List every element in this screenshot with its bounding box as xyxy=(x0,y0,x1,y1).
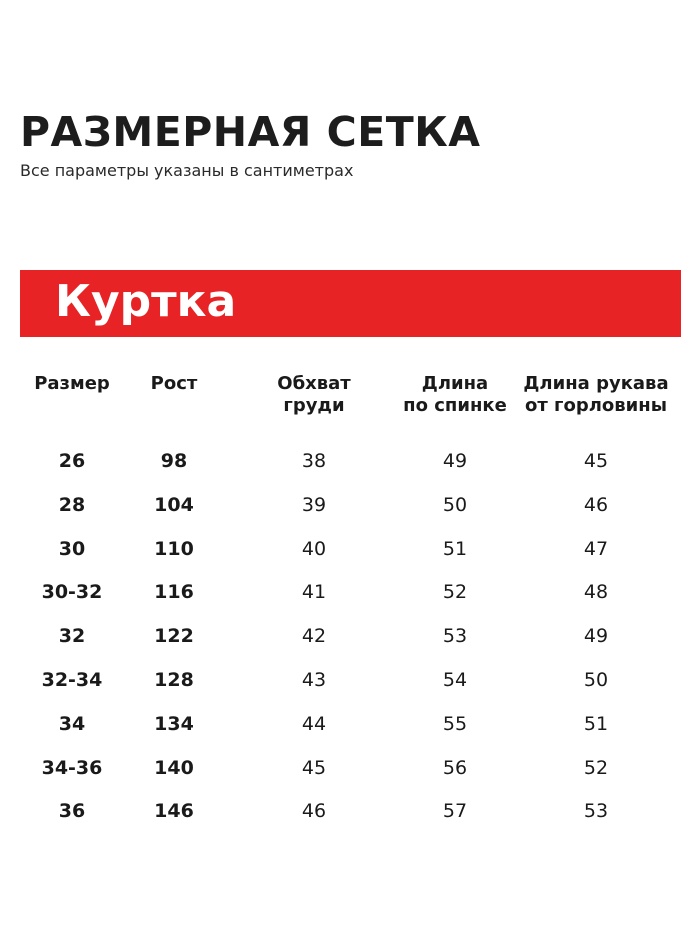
cell-height: 128 xyxy=(154,669,194,691)
cell-sleeve-length: 52 xyxy=(583,756,609,779)
cell-back-length: 54 xyxy=(442,669,468,691)
cell-size: 30-32 xyxy=(41,581,103,604)
cell-chest: 43 xyxy=(301,669,327,691)
cell-back-length: 53 xyxy=(442,625,468,648)
cell-height: 110 xyxy=(154,537,194,560)
cell-sleeve-length: 53 xyxy=(583,800,609,823)
page-title: РАЗМЕРНАЯ СЕТКА xyxy=(20,108,481,156)
cell-height: 98 xyxy=(160,450,188,472)
column-header-sleeve-length xyxy=(523,373,668,417)
column-header-back-length-line1: Длина xyxy=(421,373,489,394)
cell-chest: 46 xyxy=(301,800,327,823)
page-subtitle: Все параметры указаны в сантиметрах xyxy=(20,161,354,180)
cell-size: 28 xyxy=(58,493,86,516)
cell-chest: 38 xyxy=(301,450,327,472)
cell-back-length: 57 xyxy=(442,800,468,823)
cell-sleeve-length: 46 xyxy=(583,493,609,516)
column-header-height xyxy=(151,373,198,395)
cell-sleeve-length: 47 xyxy=(583,537,609,560)
cell-back-length: 51 xyxy=(442,537,468,560)
column-header-chest-line1: Обхват xyxy=(277,373,351,394)
cell-height: 104 xyxy=(154,493,194,516)
cell-back-length: 56 xyxy=(442,756,468,779)
cell-back-length: 52 xyxy=(442,581,468,604)
cell-size: 32 xyxy=(58,625,86,648)
category-banner xyxy=(20,270,681,337)
cell-height: 134 xyxy=(154,712,194,735)
cell-sleeve-length: 45 xyxy=(583,450,609,472)
cell-height: 122 xyxy=(154,625,194,648)
column-header-chest xyxy=(277,373,350,417)
cell-chest: 40 xyxy=(301,537,327,560)
cell-size: 32-34 xyxy=(41,669,103,691)
cell-back-length: 50 xyxy=(442,493,468,516)
cell-size: 26 xyxy=(58,450,86,472)
cell-size: 34 xyxy=(58,712,86,735)
cell-chest: 39 xyxy=(301,493,327,516)
column-header-sleeve-length-line1: Длина рукава xyxy=(523,373,669,394)
cell-chest: 44 xyxy=(301,712,327,735)
column-header-chest-line2: груди xyxy=(283,395,345,416)
cell-back-length: 49 xyxy=(442,450,468,472)
cell-height: 140 xyxy=(154,756,194,779)
cell-sleeve-length: 48 xyxy=(583,581,609,604)
cell-height: 116 xyxy=(154,581,194,604)
column-header-size xyxy=(34,373,110,395)
cell-height: 146 xyxy=(154,800,194,823)
cell-sleeve-length: 50 xyxy=(583,669,609,691)
cell-chest: 45 xyxy=(301,756,327,779)
cell-sleeve-length: 51 xyxy=(583,712,609,735)
column-header-sleeve-length-line2: от горловины xyxy=(524,395,667,416)
cell-chest: 42 xyxy=(301,625,327,648)
cell-size: 36 xyxy=(58,800,86,823)
cell-size: 34-36 xyxy=(41,756,103,779)
column-header-back-length xyxy=(403,373,507,417)
column-header-height-line1: Рост xyxy=(150,373,198,394)
column-header-size-line1: Размер xyxy=(34,373,110,394)
cell-sleeve-length: 49 xyxy=(583,625,609,648)
cell-back-length: 55 xyxy=(442,712,468,735)
column-header-back-length-line2: по спинке xyxy=(403,395,507,416)
category-label: Куртка xyxy=(55,276,237,327)
cell-chest: 41 xyxy=(301,581,327,604)
cell-size: 30 xyxy=(58,537,86,560)
